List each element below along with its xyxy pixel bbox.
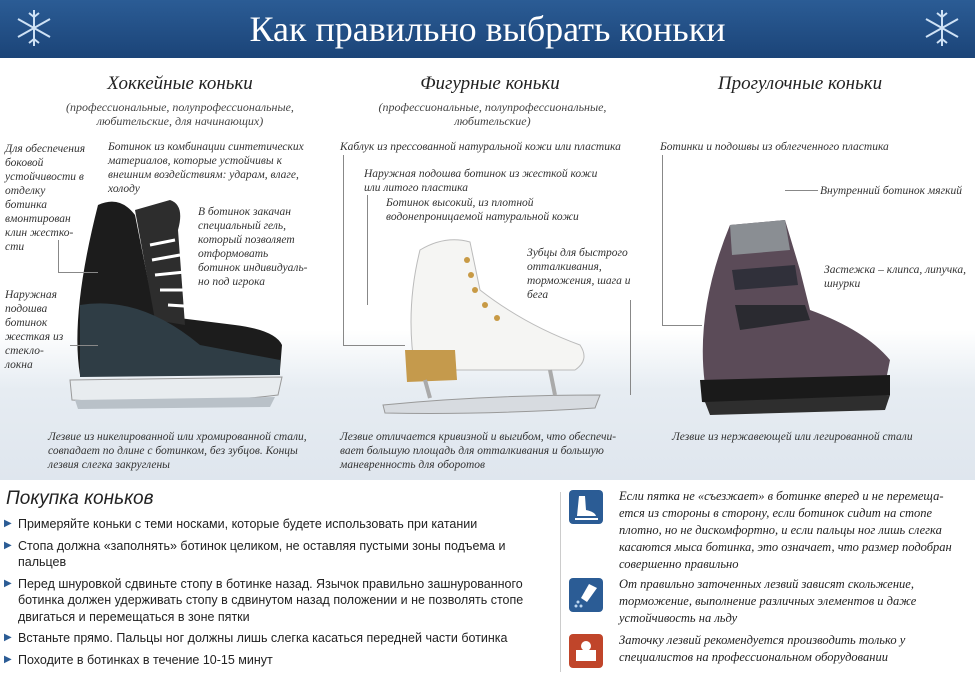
hockey-sole-note: Наружная подошва ботинок жесткая из стекло-локна bbox=[5, 289, 64, 371]
callout-line bbox=[70, 345, 98, 346]
advice-item bbox=[569, 632, 969, 672]
advice-item bbox=[569, 576, 969, 626]
buying-title: Покупка коньков bbox=[6, 488, 154, 509]
figure-blade-note: Лезвие отличается кривизной и выгибом, что обеспечи-вает большую площадь для отталкивания и большую маневренность для оборотов bbox=[340, 431, 617, 471]
sharpening-machine-icon bbox=[569, 634, 603, 668]
bullet-icon: ▶ bbox=[4, 577, 12, 589]
header-banner bbox=[0, 0, 975, 58]
hockey-subtitle: (профессиональные, полупрофессиональные, любительские, для начинающих) bbox=[66, 100, 294, 128]
snowflake-icon bbox=[922, 8, 962, 48]
advice-text: От правильно заточенных лезвий зависят скольжение, торможение, выполнение различных элементов и даже устойчивость на льду bbox=[619, 577, 917, 625]
list-item: ▶ Стопа должна «заполнять» ботинок целиком, не оставляя пустыми зоны подъема и пальцев bbox=[4, 538, 506, 569]
hockey-blade-note: Лезвие из никелированной или хромированной стали, совпадает по длине с ботинком, без зубцов. Концы лезвия слегка закруглены bbox=[48, 431, 307, 471]
leisure-blade-note: Лезвие из нержавеющей или легированной стали bbox=[672, 431, 913, 443]
callout-line bbox=[343, 345, 405, 346]
leisure-title: Прогулочные коньки bbox=[717, 73, 883, 94]
callout-line bbox=[630, 300, 631, 395]
buying-tips-list bbox=[4, 516, 544, 673]
leisure-skate-image bbox=[690, 210, 900, 420]
page-title: Как правильно выбрать коньки bbox=[249, 9, 726, 49]
leisure-inner-note: Внутренний ботинок мягкий bbox=[820, 185, 962, 197]
hockey-title: Хоккейные коньки bbox=[107, 73, 253, 94]
list-item: ▶ Встаньте прямо. Пальцы ног должны лишь слегка касаться передней части ботинка bbox=[4, 631, 508, 645]
hockey-boot-note: Ботинок из комбинации синтетических материалов, которые устойчивы к внешним воздействиям: ударам, влаге, холоду bbox=[108, 141, 304, 195]
callout-line bbox=[785, 190, 818, 191]
bullet-icon: ▶ bbox=[4, 632, 12, 643]
boot-icon bbox=[569, 490, 603, 524]
advice-item bbox=[569, 488, 969, 571]
list-item: ▶ Походите в ботинках в течение 10-15 минут bbox=[4, 652, 273, 667]
figure-teeth-note: Зубцы для быстрого отталкивания, торможения, шага и бега bbox=[527, 247, 631, 301]
bullet-icon: ▶ bbox=[4, 539, 12, 551]
figure-subtitle: (профессиональные, полупрофессиональные, любительские) bbox=[378, 100, 607, 128]
list-item: ▶ Примеряйте коньки с теми носками, которые будете использовать при катании bbox=[4, 517, 478, 531]
skate-sharpening-icon bbox=[569, 578, 603, 612]
callout-line bbox=[662, 155, 663, 325]
hockey-stability-note: Для обеспечения боковой устойчивости в отделку ботинка вмонтирован клин жестко-сти bbox=[5, 143, 86, 253]
leisure-fasten-note: Застежка – клипса, липучка, шнурки bbox=[824, 264, 966, 290]
leisure-boots-note: Ботинки и подошвы из облегченного пластика bbox=[660, 141, 889, 153]
advice-text: Если пятка не «съезжает» в ботинке вперед и не перемеща-ется из стороны в сторону, если ботинок сидит на стопе плотно, но не дискомфортно, и если пальцы ног лишь слегка касаются мыса ботинка, это означает, что размер подобран совершенно правильно bbox=[619, 489, 952, 571]
hockey-gel-note: В ботинок закачан специальный гель, который позволяет отформовать ботинок индивидуаль-но под игрока bbox=[198, 206, 308, 288]
figure-boot-note: Ботинок высокий, из плотной водонепроницаемой натуральной кожи bbox=[386, 197, 579, 223]
callout-line bbox=[367, 195, 368, 305]
callout-line bbox=[58, 272, 98, 273]
list-item: ▶ Перед шнуровкой сдвиньте стопу в ботинке назад. Язычок правильно зашнурованного ботинка должен удерживать стопу в сдвинутом назад положении и не позволять стопе двигаться и перемещаться в зоне пятки bbox=[4, 576, 524, 624]
figure-sole-note: Наружная подошва ботинок из жесткой кожи или литого пластика bbox=[364, 168, 598, 194]
figure-heel-note: Каблук из прессованной натуральной кожи или пластика bbox=[340, 141, 621, 153]
bullet-icon: ▶ bbox=[4, 653, 12, 665]
bullet-icon: ▶ bbox=[4, 518, 12, 529]
callout-line bbox=[343, 155, 344, 345]
callout-line bbox=[662, 325, 702, 326]
divider bbox=[560, 492, 561, 672]
figure-title: Фигурные коньки bbox=[420, 73, 560, 94]
advice-text: Заточку лезвий рекомендуется производить только у специалистов на профессиональном оборудовании bbox=[619, 633, 906, 664]
callout-line bbox=[58, 240, 59, 272]
